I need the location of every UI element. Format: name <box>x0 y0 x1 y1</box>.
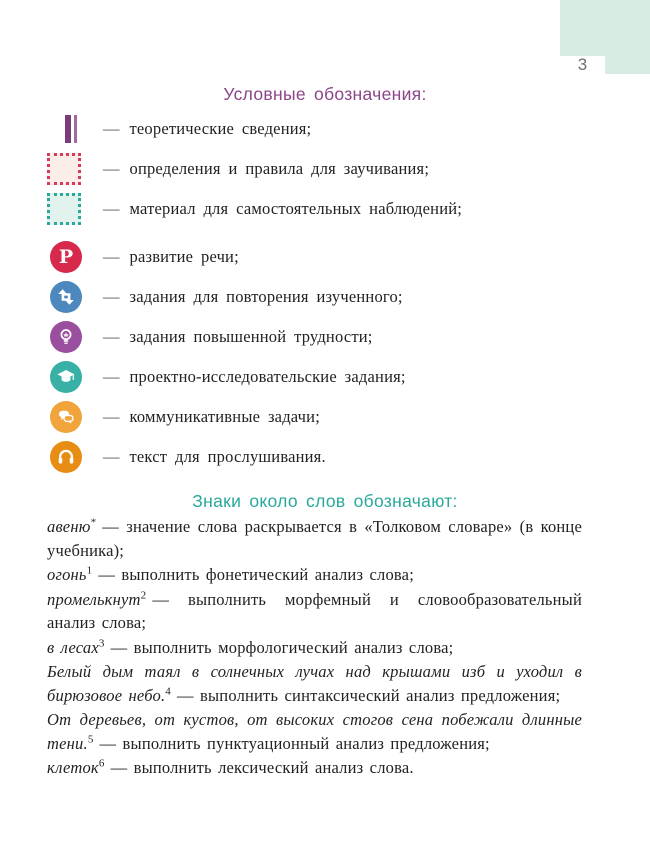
corner-mint-block <box>560 0 650 56</box>
sign-entry-phonetic <box>47 563 582 587</box>
sign-term: авеню <box>47 517 91 536</box>
dotted-square-red-icon <box>47 153 81 185</box>
sign-entry-morphemic <box>47 588 582 635</box>
sign-superscript: 6 <box>98 757 105 770</box>
sign-description: — выполнить морфемный и словообразовательный анализ слова; <box>47 589 582 632</box>
legend-label: развитие речи; <box>129 247 239 266</box>
sign-superscript: 1 <box>86 564 93 577</box>
sign-term: промелькнут <box>47 589 141 609</box>
sign-superscript: * <box>90 516 97 529</box>
em-dash: — <box>103 447 120 466</box>
em-dash: — <box>103 327 120 346</box>
speech-bubbles-circle-icon <box>50 401 82 433</box>
legend-list <box>0 109 650 477</box>
sign-term: От деревьев, от кустов, от высоких стогов сена побежали длинные тени. <box>47 710 582 753</box>
sign-entry-morphological <box>47 636 582 660</box>
sign-superscript: 3 <box>98 637 105 649</box>
em-dash: — <box>103 119 120 138</box>
sign-entry-punctuation <box>47 708 582 755</box>
corner-mint-block-small <box>605 56 650 74</box>
sign-term: огонь <box>47 565 87 584</box>
legend-row-project <box>47 357 582 397</box>
legend-label: теоретические сведения; <box>129 119 312 138</box>
repeat-arrows-circle-icon <box>50 281 82 313</box>
sign-term: в лесах <box>47 637 99 657</box>
legend-title: Условные обозначения: <box>223 84 427 104</box>
em-dash: — <box>103 407 120 426</box>
sign-entry-dictionary <box>47 515 582 562</box>
sign-superscript: 5 <box>87 733 94 745</box>
legend-row-observation <box>47 189 582 229</box>
sign-term: клеток <box>47 758 99 777</box>
page-corner-tab <box>560 0 650 74</box>
sign-description: — значение слова раскрывается в «Толковом словаре» (в конце учебника); <box>47 517 582 560</box>
em-dash: — <box>103 247 120 266</box>
letter-r-circle-icon: Р <box>50 241 82 273</box>
lightbulb-circle-icon <box>50 321 82 353</box>
legend-label: материал для самостоятельных наблюдений; <box>129 199 463 218</box>
double-bars-icon <box>65 115 77 143</box>
legend-row-communication <box>47 397 582 437</box>
page-number: 3 <box>577 55 588 74</box>
legend-row-speech-dev <box>47 237 582 277</box>
sign-superscript: 4 <box>165 685 171 697</box>
legend-row-definitions <box>47 149 582 189</box>
legend-label: проектно-исследовательские задания; <box>129 367 406 386</box>
em-dash: — <box>103 367 120 386</box>
sign-description: — выполнить синтаксический анализ предложения; <box>177 685 561 705</box>
sign-description: — выполнить лексический анализ слова. <box>110 758 414 777</box>
legend-label: задания повышенной трудности; <box>129 327 373 346</box>
legend-row-repetition <box>47 277 582 317</box>
signs-section <box>0 515 650 780</box>
sign-description: — выполнить фонетический анализ слова; <box>98 565 414 584</box>
sign-description: — выполнить морфологический анализ слова; <box>110 637 454 657</box>
sign-entry-lexical <box>47 756 582 780</box>
signs-title: Знаки около слов обозначают: <box>192 491 458 511</box>
sign-term: Белый дым таял в солнечных лучах над крышами изб и уходил в бирюзовое небо. <box>47 662 582 705</box>
sign-description: — выполнить пунктуационный анализ предложения; <box>99 733 490 753</box>
legend-label: текст для прослушивания. <box>129 447 326 466</box>
legend-label: задания для повторения изученного; <box>129 287 403 306</box>
sign-entry-syntactic <box>47 660 582 707</box>
headphones-circle-icon <box>50 441 82 473</box>
legend-label: коммуникативные задачи; <box>129 407 320 426</box>
legend-row-theory <box>47 109 582 149</box>
legend-row-listening <box>47 437 582 477</box>
dotted-square-teal-icon <box>47 193 81 225</box>
em-dash: — <box>103 159 120 178</box>
legend-label: определения и правила для заучивания; <box>129 159 430 178</box>
graduation-cap-circle-icon <box>50 361 82 393</box>
em-dash: — <box>103 199 120 218</box>
em-dash: — <box>103 287 120 306</box>
legend-row-difficulty <box>47 317 582 357</box>
sign-superscript: 2 <box>140 589 147 601</box>
